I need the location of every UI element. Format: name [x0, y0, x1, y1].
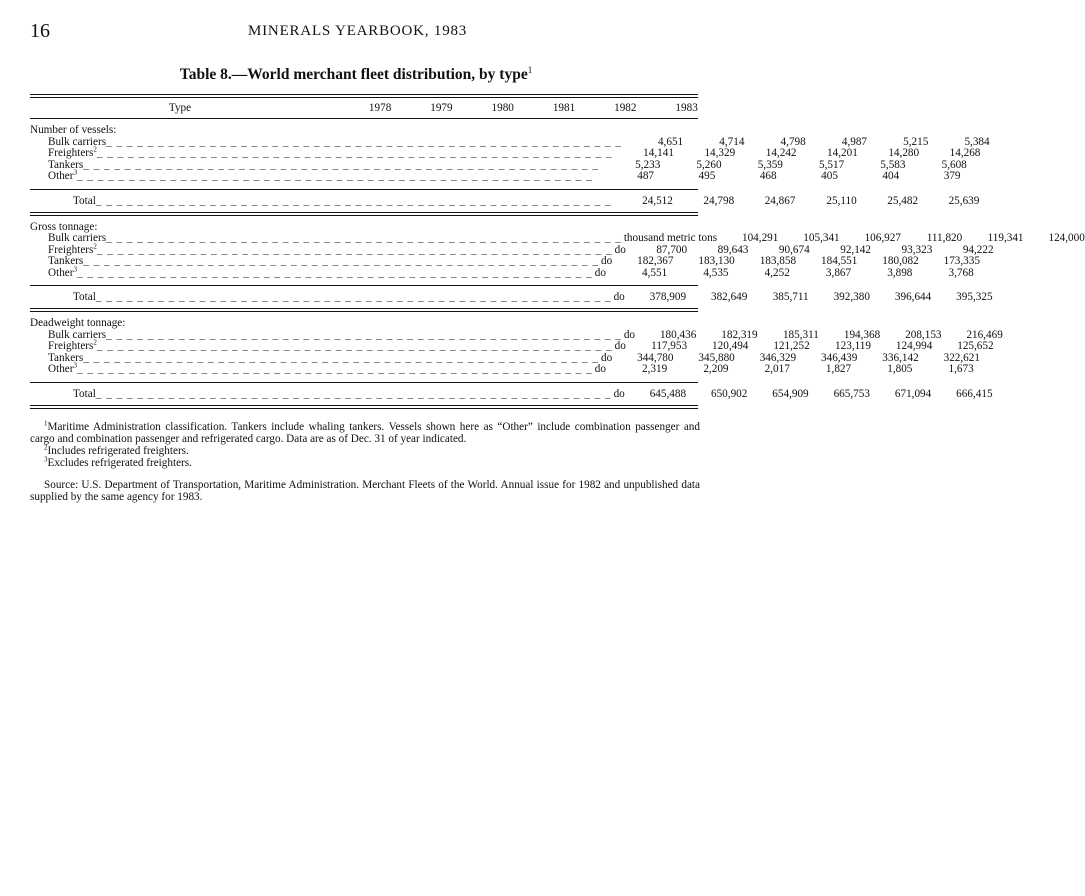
- footnote: [30, 445, 700, 457]
- row-unit: do: [600, 255, 613, 267]
- table-row: [30, 361, 974, 376]
- table-cell: 5,215: [903, 135, 929, 148]
- table-cell: 180,082: [882, 255, 919, 267]
- table-cell: 182,367: [637, 255, 674, 267]
- row-unit: do: [614, 340, 626, 352]
- table-title-footnote-mark: 1: [527, 64, 533, 75]
- table-cell: 124,994: [895, 340, 933, 352]
- table-cell: 487: [637, 170, 655, 182]
- total-row: [30, 286, 993, 308]
- dot-leader: _ _ _ _ _ _ _ _ _ _ _ _ _ _ _ _ _ _ _ _ _ _ _ _ _ _ _ _ _ _ _ _ _ _ _ _ _ _ _ _ _ _ _ _ _ _ _ _ _ _: [95, 387, 612, 400]
- footnote-mark: 3: [73, 264, 77, 273]
- table-cell: 345,880: [698, 351, 735, 364]
- table-cell: 119,341: [987, 232, 1024, 244]
- total-cell: 24,867: [764, 194, 796, 207]
- section-title-row: [30, 125, 698, 137]
- source-note: Source: U.S. Department of Transportation, Maritime Administration. Merchant Fleets of the World. Annual issue for 1982 and unpublished data supplied by the same agency for 1983.: [30, 479, 700, 503]
- table-cell: 1,805: [887, 363, 913, 375]
- dot-leader: _ _ _ _ _ _ _ _ _ _ _ _ _ _ _ _ _ _ _ _ _ _ _ _ _ _ _ _ _ _ _ _ _ _ _ _ _ _ _ _ _ _ _ _ _ _ _ _ _ _: [76, 363, 593, 375]
- table-cell: 90,674: [778, 243, 810, 256]
- table-cell: 3,867: [825, 266, 852, 279]
- row-label: [30, 233, 717, 245]
- dot-leader: _ _ _ _ _ _ _ _ _ _ _ _ _ _ _ _ _ _ _ _ _ _ _ _ _ _ _ _ _ _ _ _ _ _ _ _ _ _ _ _ _ _ _ _ _ _ _ _ _ _: [95, 291, 612, 303]
- table-cell: 208,153: [905, 328, 942, 341]
- table-cell: 14,268: [949, 147, 981, 159]
- row-unit: do: [623, 328, 636, 341]
- footnote-mark: 3: [44, 455, 48, 464]
- table-cell: 14,329: [704, 147, 736, 159]
- table-cell: 4,651: [657, 135, 684, 148]
- table-cell: 495: [698, 170, 716, 182]
- table-cell: 379: [943, 170, 961, 182]
- dot-leader: _ _ _ _ _ _ _ _ _ _ _ _ _ _ _ _ _ _ _ _ _ _ _ _ _ _ _ _ _ _ _ _ _ _ _ _ _ _ _ _ _ _ _ _ _ _ _ _ _ _: [96, 243, 613, 256]
- dot-leader: _ _ _ _ _ _ _ _ _ _ _ _ _ _ _ _ _ _ _ _ _ _ _ _ _ _ _ _ _ _ _ _ _ _ _ _ _ _ _ _ _ _ _ _ _ _ _ _ _ _: [76, 170, 593, 182]
- table-cell: 4,252: [764, 266, 790, 279]
- table-cell: 105,341: [803, 232, 840, 244]
- row-label: [30, 361, 606, 376]
- section-title: Gross tonnage:: [30, 220, 98, 233]
- footnote-mark: 2: [93, 241, 97, 250]
- table-cell: 405: [821, 170, 838, 182]
- table-row: [30, 255, 980, 268]
- total-cell: 671,094: [894, 387, 932, 400]
- table-cell: 3,898: [887, 266, 913, 279]
- row-label-name: Tankers: [48, 351, 84, 364]
- table-cell: 2,319: [642, 363, 668, 375]
- row-label-name: Freighters: [48, 340, 94, 352]
- table-cell: 185,311: [782, 328, 819, 341]
- table-cell: 5,384: [964, 135, 990, 148]
- table-cell: 468: [759, 170, 777, 182]
- table-cell: 183,130: [698, 255, 735, 267]
- table-cell: 1,827: [825, 363, 852, 375]
- table-row: [30, 232, 1085, 245]
- table-cell: 5,260: [696, 158, 722, 171]
- row-label-name: Other: [48, 363, 74, 375]
- dot-leader: _ _ _ _ _ _ _ _ _ _ _ _ _ _ _ _ _ _ _ _ _ _ _ _ _ _ _ _ _ _ _ _ _ _ _ _ _ _ _ _ _ _ _ _ _ _ _ _ _ _: [76, 266, 593, 279]
- total-cell: 25,110: [826, 194, 857, 207]
- dot-leader: _ _ _ _ _ _ _ _ _ _ _ _ _ _ _ _ _ _ _ _ _ _ _ _ _ _ _ _ _ _ _ _ _ _ _ _ _ _ _ _ _ _ _ _ _ _ _ _ _ _: [106, 135, 622, 148]
- table-cell: 124,000: [1048, 232, 1085, 244]
- total-cell: 392,380: [833, 291, 870, 303]
- total-cell: 395,325: [956, 291, 993, 303]
- row-label-name: Tankers: [48, 158, 84, 171]
- row-unit: thousand metric tons: [623, 232, 718, 244]
- table-cell: 125,652: [957, 340, 994, 352]
- table-cell: 180,436: [659, 328, 697, 341]
- section-bottom-rule: [30, 405, 698, 409]
- total-label: [30, 383, 625, 405]
- dot-leader: _ _ _ _ _ _ _ _ _ _ _ _ _ _ _ _ _ _ _ _ _ _ _ _ _ _ _ _ _ _ _ _ _ _ _ _ _ _ _ _ _ _ _ _ _ _ _ _ _ _: [96, 340, 613, 352]
- table-cell: 111,820: [926, 232, 963, 244]
- row-label-name: Bulk carriers: [48, 232, 107, 244]
- table-row: [30, 264, 974, 280]
- footnote-mark: 1: [44, 419, 48, 428]
- row-label-name: Tankers: [48, 255, 84, 267]
- total-label-text: Total: [73, 291, 96, 303]
- total-row: [30, 190, 980, 212]
- year-header: 1978: [368, 102, 392, 114]
- dot-leader: _ _ _ _ _ _ _ _ _ _ _ _ _ _ _ _ _ _ _ _ _ _ _ _ _ _ _ _ _ _ _ _ _ _ _ _ _ _ _ _ _ _ _ _ _ _ _ _ _ _: [106, 328, 622, 341]
- table-cell: 117,953: [651, 340, 688, 352]
- table-cell: 14,141: [643, 147, 674, 159]
- table-cell: 104,291: [741, 232, 779, 244]
- table-cell: 106,927: [864, 232, 901, 244]
- total-cell: 25,639: [948, 194, 980, 207]
- total-cell: 665,753: [833, 387, 870, 400]
- table-notes: [30, 421, 700, 503]
- table-cell: 5,608: [941, 158, 967, 171]
- table-cell: 4,551: [642, 266, 668, 279]
- row-label-text: [48, 361, 77, 376]
- row-label-text: [48, 264, 77, 280]
- table-cell: 14,201: [827, 147, 858, 159]
- table-row: [30, 338, 994, 353]
- footnote-text: Includes refrigerated freighters.: [47, 445, 189, 457]
- table-cell: 4,714: [719, 135, 745, 148]
- table-cell: 14,280: [888, 147, 920, 159]
- total-label-text: Total: [73, 387, 96, 400]
- total-label-text: Total: [73, 194, 96, 207]
- row-unit: do: [600, 351, 613, 364]
- row-unit: do: [594, 363, 606, 375]
- dot-leader: _ _ _ _ _ _ _ _ _ _ _ _ _ _ _ _ _ _ _ _ _ _ _ _ _ _ _ _ _ _ _ _ _ _ _ _ _ _ _ _ _ _ _ _ _ _ _ _ _ _: [83, 351, 599, 364]
- row-label-name: Bulk carriers: [48, 135, 107, 148]
- row-label-name: Bulk carriers: [48, 328, 107, 341]
- table-cell: 184,551: [821, 255, 858, 267]
- table-cell: 5,583: [880, 158, 906, 171]
- table-cell: 121,252: [773, 340, 810, 352]
- dot-leader: _ _ _ _ _ _ _ _ _ _ _ _ _ _ _ _ _ _ _ _ _ _ _ _ _ _ _ _ _ _ _ _ _ _ _ _ _ _ _ _ _ _ _ _ _ _ _ _ _ _: [83, 158, 599, 171]
- table-title: [0, 66, 712, 84]
- table-cell: 93,323: [901, 243, 933, 256]
- table-cell: 120,494: [712, 340, 749, 352]
- year-header: 1981: [552, 102, 576, 114]
- row-label-name: Freighters: [48, 243, 94, 256]
- dot-leader: _ _ _ _ _ _ _ _ _ _ _ _ _ _ _ _ _ _ _ _ _ _ _ _ _ _ _ _ _ _ _ _ _ _ _ _ _ _ _ _ _ _ _ _ _ _ _ _ _ _: [96, 147, 613, 159]
- row-label: [30, 338, 626, 353]
- table-cell: 5,517: [819, 158, 845, 171]
- footnote: [30, 457, 700, 469]
- total-cell: 654,909: [772, 387, 809, 400]
- total-unit: do: [613, 291, 625, 303]
- row-unit: do: [614, 243, 626, 256]
- footnote-text: Excludes refrigerated freighters.: [47, 457, 192, 469]
- fleet-table: [30, 94, 1085, 409]
- row-label-name: Other: [48, 170, 74, 182]
- footnote-text: Maritime Administration classification. Tankers include whaling tankers. Vessels shown here as “Other” include combination passenger and cargo and combination passenger and refrigerated cargo. Data are as of Dec. 31 of year indicated.: [30, 421, 700, 445]
- total-cell: 396,644: [894, 291, 932, 303]
- page-number: 16: [30, 20, 50, 42]
- dot-leader: _ _ _ _ _ _ _ _ _ _ _ _ _ _ _ _ _ _ _ _ _ _ _ _ _ _ _ _ _ _ _ _ _ _ _ _ _ _ _ _ _ _ _ _ _ _ _ _ _ _: [83, 255, 599, 267]
- footnote-mark: 3: [73, 361, 77, 370]
- table-cell: 4,535: [703, 266, 729, 279]
- table-cell: 216,469: [966, 328, 1003, 341]
- table-cell: 1,673: [948, 363, 974, 375]
- table-cell: 4,798: [780, 135, 806, 148]
- table-cell: 183,858: [759, 255, 797, 267]
- row-label: [30, 264, 606, 280]
- total-cell: 24,798: [703, 194, 735, 207]
- dot-leader: _ _ _ _ _ _ _ _ _ _ _ _ _ _ _ _ _ _ _ _ _ _ _ _ _ _ _ _ _ _ _ _ _ _ _ _ _ _ _ _ _ _ _ _ _ _ _ _ _ _: [95, 194, 612, 207]
- year-header: 1983: [675, 102, 698, 114]
- section-title-row: [30, 318, 698, 330]
- table-cell: 14,242: [765, 147, 797, 159]
- table-cell: 3,768: [948, 266, 974, 279]
- total-cell: 378,909: [649, 291, 687, 303]
- table-cell: 123,119: [835, 340, 871, 352]
- table-cell: 5,233: [635, 158, 661, 171]
- row-label-name: Freighters: [48, 147, 94, 159]
- table-cell: 92,142: [840, 243, 871, 256]
- total-cell: 385,711: [772, 291, 809, 303]
- table-cell: 404: [882, 170, 900, 182]
- table-cell: 2,017: [764, 363, 790, 375]
- table-cell: 182,319: [721, 328, 758, 341]
- row-label: [30, 168, 593, 183]
- footnote-mark: 2: [93, 145, 97, 154]
- footnote: [30, 421, 700, 445]
- table-cell: 5,359: [757, 158, 783, 171]
- table-body: [30, 119, 1085, 409]
- footnote-mark: 3: [73, 168, 77, 177]
- table-cell: 322,621: [943, 351, 980, 364]
- table-cell: 344,780: [637, 351, 674, 364]
- year-header: 1979: [430, 102, 453, 114]
- table-title-text: Table 8.—World merchant fleet distribution, by type: [179, 66, 528, 83]
- table-cell: 94,222: [962, 243, 994, 256]
- dot-leader: _ _ _ _ _ _ _ _ _ _ _ _ _ _ _ _ _ _ _ _ _ _ _ _ _ _ _ _ _ _ _ _ _ _ _ _ _ _ _ _ _ _ _ _ _ _ _ _ _ _: [106, 232, 622, 244]
- table-cell: 4,987: [841, 135, 868, 148]
- running-head: MINERALS YEARBOOK, 1983: [248, 23, 468, 39]
- table-cell: 173,335: [943, 255, 980, 267]
- footnote-mark: 2: [93, 338, 97, 347]
- row-unit: do: [594, 266, 606, 279]
- table-cell: 346,439: [821, 351, 858, 364]
- row-label: [30, 145, 613, 160]
- table-cell: 2,209: [703, 363, 729, 375]
- row-label-name: Other: [48, 266, 74, 279]
- table-cell: 346,329: [759, 351, 797, 364]
- footnote-mark: 2: [44, 443, 48, 452]
- table-row: [30, 145, 981, 160]
- table-cell: 89,643: [717, 243, 749, 256]
- table-header-row: [30, 98, 698, 118]
- table-cell: 194,368: [843, 328, 881, 341]
- footnotes: [30, 421, 700, 469]
- total-label: [30, 286, 625, 308]
- total-cell: 25,482: [887, 194, 919, 207]
- row-label: [30, 256, 612, 268]
- total-cell: 382,649: [710, 291, 748, 303]
- total-cell: 666,415: [956, 387, 993, 400]
- table-cell: 87,700: [656, 243, 688, 256]
- year-header: 1982: [614, 102, 637, 114]
- type-column-header: Type: [168, 102, 192, 114]
- total-cell: 650,902: [710, 387, 748, 400]
- table-row: [30, 168, 961, 183]
- total-label: [30, 190, 612, 212]
- total-cell: 645,488: [649, 387, 687, 400]
- year-header: 1980: [491, 102, 514, 114]
- total-row: [30, 383, 993, 405]
- table-cell: 336,142: [882, 351, 919, 364]
- section-title: Deadweight tonnage:: [30, 317, 126, 329]
- section-title: Number of vessels:: [30, 124, 117, 136]
- row-label-text: [48, 168, 77, 183]
- total-cell: 24,512: [642, 194, 673, 207]
- total-unit: do: [613, 387, 625, 400]
